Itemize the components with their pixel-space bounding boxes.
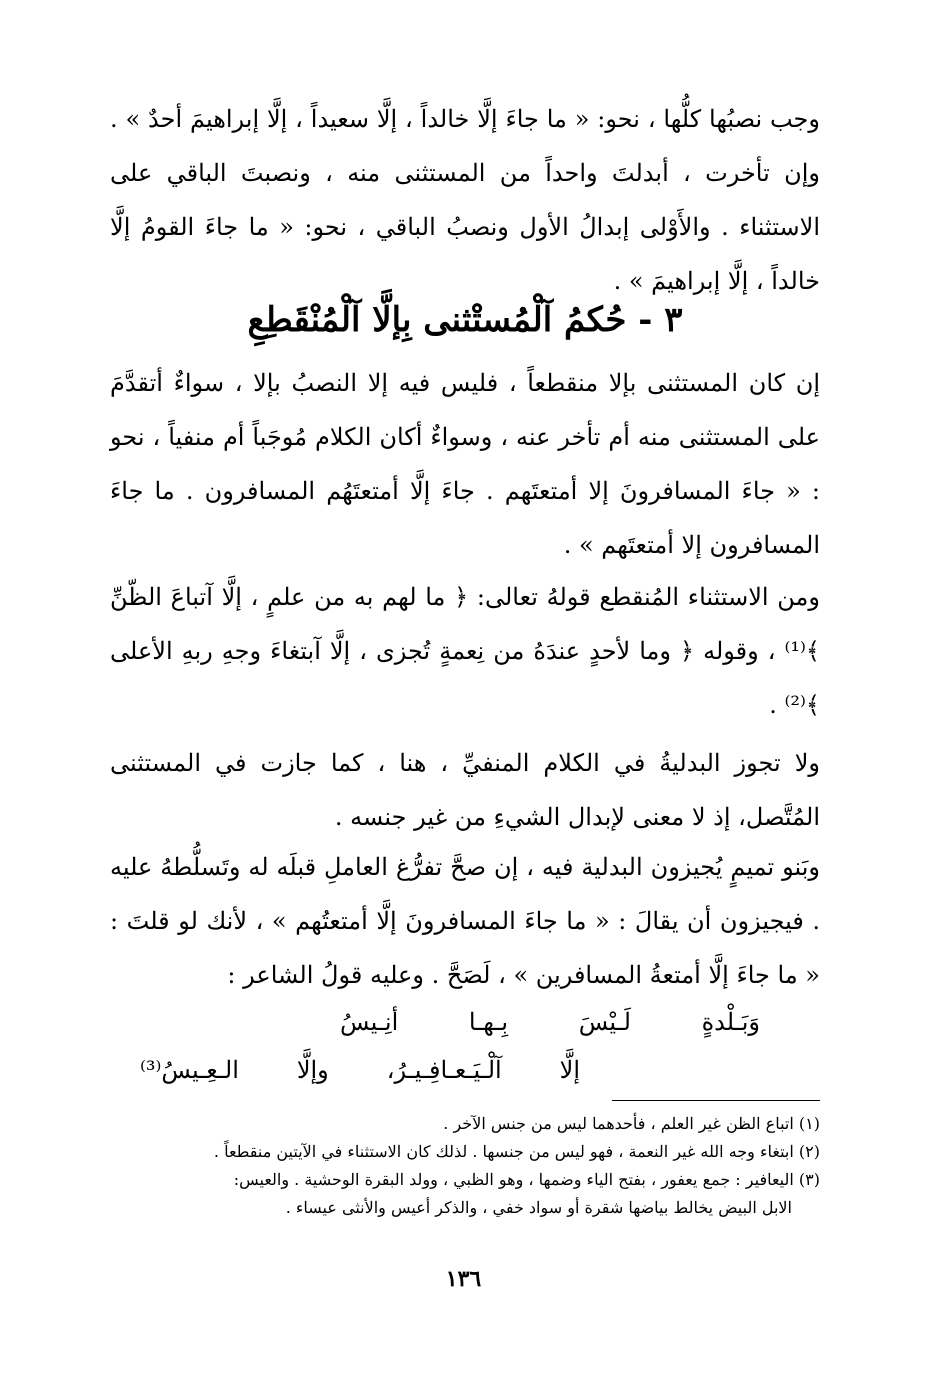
footnote-1: (١) اتباع الظن غير العلم ، فأحدهما ليس من جنس الآخر . <box>443 1114 820 1133</box>
page-number: ١٣٦ <box>445 1266 482 1292</box>
verse-word: الـعِـيسُ⁽³⁾ <box>140 1056 239 1084</box>
verse-line-1 <box>340 1002 760 1042</box>
verse-word: بِـهـا <box>468 1008 509 1036</box>
verse-word: لَـيْسَ <box>578 1008 631 1036</box>
verse-word: إلَّا <box>559 1056 580 1084</box>
section-title: ٣ - حُكمُ آلْمُستْثنى بِإلَّا آلْمُنْقَطِعِ <box>247 300 683 340</box>
paragraph-bani-tamim: وبَنو تميمٍ يُجيزون البدلية فيه ، إن صحَّ تفرُّغ العاملِ قبلَه له وتَسلُّطهُ عليه . فيجيزون أن يقالَ : « ما جاءَ المسافرونَ إلَّا أمتعتُهم » ، لأنك لو قلتَ : « ما جاءَ إلَّا أمتعةُ المسافرين » ، لَصَحَّ . وعليه قولُ الشاعر : <box>110 853 820 989</box>
footnote-3: (٣) اليعافير : جمع يعفور ، بفتح الياء وضمها ، وهو الظبي ، وولد البقرة الوحشية . والعيس: <box>233 1170 820 1189</box>
footnote-2: (٢) ابتغاء وجه الله غير النعمة ، فهو ليس من جنسها . لذلك كان الاستثناء في الآيتين منقطعاً . <box>213 1142 820 1161</box>
paragraph-rule: إن كان المستثنى بإلا منقطعاً ، فليس فيه إلا النصبُ بإلا ، سواءٌ أتقدَّمَ على المستثنى منه أم تأخر عنه ، وسواءٌ أكان الكلام مُوجَباً أم منفياً ، نحو : « جاءَ المسافرونَ إلا أمتعتَهم . جاءَ إلَّا أمتعتَهُم المسافرون . ما جاءَ المسافرون إلا أمتعتَهم » . <box>110 369 821 559</box>
paragraph-quran-examples: ومن الاستثناء المُنقطع قولهُ تعالى: ﴿ ما لهم به من علمٍ ، إلَّا آتباعَ الظّنِّ ﴾⁽¹⁾ ، وقوله ﴿ وما لأحدٍ عندَهُ من نِعمةٍ تُجزى ، إلَّا آبتغاءَ وجهِ ربهِ الأعلى ﴾⁽²⁾ . <box>110 583 820 719</box>
footnote-3-continuation: الابل البيض يخالط بياضها شقرة أو سواد خفي ، والذكر أعيس والأنثى عيساء . <box>285 1198 792 1217</box>
footnote-separator <box>612 1100 820 1101</box>
footnotes <box>110 1110 820 1222</box>
paragraph-continuation: وجب نصبُها كلُّها ، نحو: « ما جاءَ إلَّا خالداً ، إلَّا سعيداً ، إلَّا إبراهيمَ أحدٌ » . وإن تأخرت ، أبدلتَ واحداً من المستثنى منه ، ونصبتَ الباقي على الاستثناء . والأَوْلى إبدالُ الأول ونصبُ الباقي ، نحو: « ما جاءَ القومُ إلَّا خالداً ، إلَّا إبراهيمَ » . <box>110 105 820 295</box>
verse-line-2 <box>140 1050 580 1090</box>
verse-word: آلْـيَـعـافِـيـرُ، <box>386 1056 502 1084</box>
verse-word: وإلَّا <box>296 1056 329 1084</box>
verse-word: وَبَـلْدةٍ <box>701 1008 760 1036</box>
verse-word: أنِـيسُ <box>340 1008 399 1036</box>
paragraph-badaliya: ولا تجوز البدليةُ في الكلام المنفيِّ ، هنا ، كما جازت في المستثنى المُتَّصل، إذ لا معنى لإبدال الشيءِ من غير جنسه . <box>110 749 820 831</box>
